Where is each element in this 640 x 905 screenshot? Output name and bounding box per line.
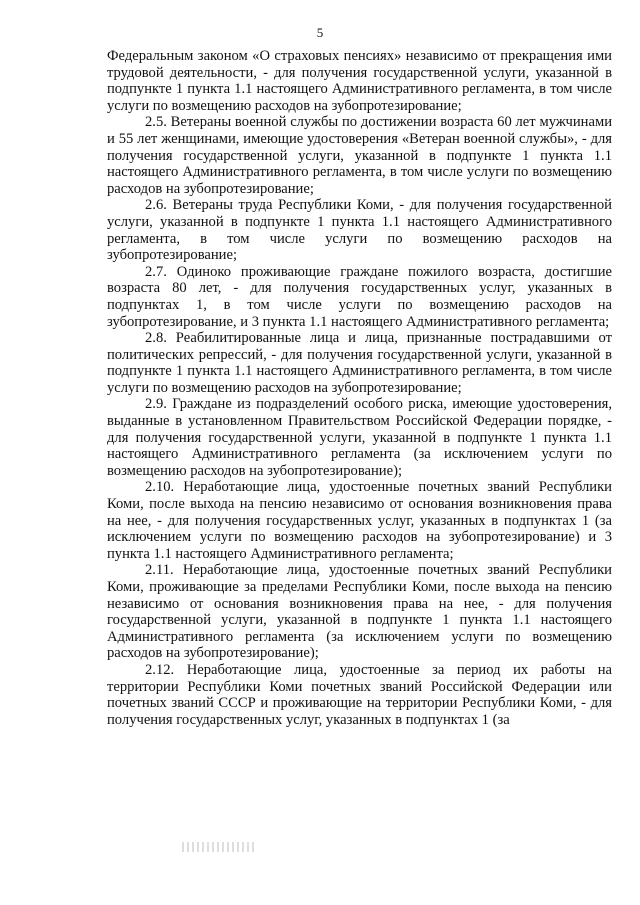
paragraph-2-12: 2.12. Неработающие лица, удостоенные за период их работы на территории Республики Коми почетных званий Российской Федерации или почетных званий СССР и проживающие на территории Республики Коми, - для получения государственных услуг, указанных в подпунктах 1 (за — [107, 661, 612, 728]
paragraph-2-8: 2.8. Реабилитированные лица и лица, признанные пострадавшими от политических репрессий, - для получения государственной услуги, указанной в подпункте 1 пункта 1.1 настоящего Административного регламента, в том числе услуги по возмещению расходов на зубопротезирование; — [107, 330, 612, 396]
paragraph-2-11: 2.11. Неработающие лица, удостоенные почетных званий Республики Коми, проживающие за пределами Республики Коми, после выхода на пенсию независимо от основания возникновения права на нее, - для получения государственной услуги, указанной в подпункте 1 пункта 1.1 настоящего Административного регламента (за исключением услуги по возмещению расходов на зубопротезирование); — [107, 562, 612, 662]
paragraph-2-10: 2.10. Неработающие лица, удостоенные почетных званий Республики Коми, после выхода на пенсию независимо от основания возникновения права на нее, - для получения государственных услуг, указанных в подпунктах 1 (за исключением услуги по возмещению расходов на зубопротезирование) и 3 пункта 1.1 настоящего Административного регламента; — [107, 479, 612, 562]
paragraph-2-5: 2.5. Ветераны военной службы по достижении возраста 60 лет мужчинами и 55 лет женщинами, имеющие удостоверения «Ветеран военной службы», - для получения государственной услуги, указанной в подпункте 1 пункта 1.1 настоящего Административного регламента, в том числе услуги по возмещению расходов на зубопротезирование; — [107, 114, 612, 197]
document-body — [107, 48, 612, 728]
scan-smudge — [182, 842, 256, 852]
paragraph-continuation: Федеральным законом «О страховых пенсиях» независимо от прекращения ими трудовой деятельности, - для получения государственной услуги, указанной в подпункте 1 пункта 1.1 настоящего Административного регламента, в том числе услуги по возмещению расходов на зубопротезирование; — [107, 48, 612, 114]
paragraph-2-6: 2.6. Ветераны труда Республики Коми, - для получения государственной услуги, указанной в подпункте 1 пункта 1.1 настоящего Административного регламента, в том числе услуги по возмещению расходов на зубопротезирование; — [107, 197, 612, 264]
page-number: 5 — [316, 25, 324, 40]
paragraph-2-9: 2.9. Граждане из подразделений особого риска, имеющие удостоверения, выданные в установленном Правительством Российской Федерации порядке, - для получения государственной услуги, указанной в подпункте 1 пункта 1.1 настоящего Административного регламента (за исключением услуги по возмещению расходов на зубопротезирование); — [107, 396, 612, 479]
paragraph-2-7: 2.7. Одиноко проживающие граждане пожилого возраста, достигшие возраста 80 лет, - для получения государственных услуг, указанных в подпунктах 1, в том числе услуги по возмещению расходов на зубопротезирование, и 3 пункта 1.1 настоящего Административного регламента; — [107, 263, 612, 330]
